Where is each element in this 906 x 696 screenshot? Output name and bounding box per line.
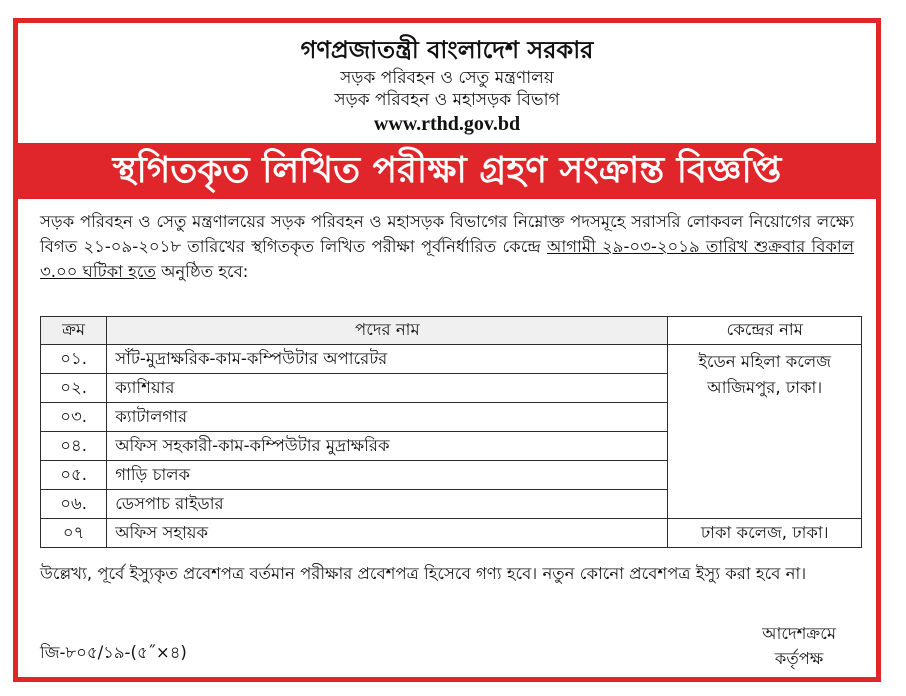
intro-paragraph bbox=[40, 209, 854, 284]
notice-title-banner bbox=[18, 143, 876, 199]
serial-cell: ০৬. bbox=[41, 490, 107, 519]
ministry-name: সড়ক পরিবহন ও সেতু মন্ত্রণালয় bbox=[340, 68, 554, 88]
admit-card-note: উল্লেখ্য, পূর্বে ইস্যুকৃত প্রবেশপত্র বর্তমান পরীক্ষার প্রবেশপত্র হিসেবে গণ্য হবে। নতুন কোনো প্রবেশপত্র ইস্যু করা হবে না। bbox=[40, 564, 807, 583]
header-center: কেন্দ্রের নাম bbox=[668, 317, 862, 345]
intro-tail: অনুষ্ঠিত হবে: bbox=[161, 262, 249, 281]
center-name-line: ইডেন মহিলা কলেজ bbox=[698, 352, 831, 371]
post-cell: গাড়ি চালক bbox=[107, 461, 668, 490]
website-link[interactable]: www.rthd.gov.bd bbox=[373, 113, 521, 135]
government-name: গণপ্রজাতন্ত্রী বাংলাদেশ সরকার bbox=[300, 36, 594, 64]
header-serial: ক্রম bbox=[41, 317, 107, 345]
post-cell: ক্যাশিয়ার bbox=[107, 374, 668, 403]
table-header-row bbox=[41, 317, 862, 345]
serial-cell: ০৪. bbox=[41, 432, 107, 461]
post-cell: ডেসপাচ রাইডার bbox=[107, 490, 668, 519]
serial-cell: ০১. bbox=[41, 345, 107, 374]
serial-cell: ০৭ bbox=[41, 519, 107, 548]
serial-cell: ০৫. bbox=[41, 461, 107, 490]
signature-order-text: আদেশক্রমে bbox=[762, 624, 836, 643]
serial-cell: ০২. bbox=[41, 374, 107, 403]
post-cell: অফিস সহকারী-কাম-কম্পিউটার মুদ্রাক্ষরিক bbox=[107, 432, 668, 461]
center-cell-dhaka-college: ঢাকা কলেজ, ঢাকা। bbox=[668, 519, 862, 548]
exam-date-text: আগামী ২৯-০৩-২০১৯ তারিখ শুক্রবার বিকাল ৩.০০ ঘটিকা হতে bbox=[40, 237, 854, 281]
division-name: সড়ক পরিবহন ও মহাসড়ক বিভাগ bbox=[334, 90, 560, 110]
signature-block bbox=[762, 621, 836, 671]
center-cell-eden bbox=[668, 345, 862, 519]
table-row bbox=[41, 345, 862, 374]
serial-cell: ০৩. bbox=[41, 403, 107, 432]
notice-header bbox=[18, 35, 876, 137]
notice-frame bbox=[13, 18, 881, 682]
posts-table bbox=[40, 316, 862, 548]
memo-number: জি-৮০৫/১৯-(৫˝×৪) bbox=[40, 643, 187, 662]
center-address-line: আজিমপুর, ঢাকা। bbox=[707, 378, 823, 397]
notice-title: স্থগিতকৃত লিখিত পরীক্ষা গ্রহণ সংক্রান্ত বিজ্ঞপ্তি bbox=[112, 150, 782, 191]
post-cell: ক্যাটালগার bbox=[107, 403, 668, 432]
signature-authority-text: কর্তৃপক্ষ bbox=[774, 649, 824, 668]
post-cell: অফিস সহায়ক bbox=[107, 519, 668, 548]
intro-text: সড়ক পরিবহন ও সেতু মন্ত্রণালয়ের সড়ক পরিবহন ও মহাসড়ক বিভাগের নিম্নোক্ত পদসমূহে সরাসরি লোকবল নিয়োগের লক্ষ্যে বিগত ২১-০৯-২০১৮ তারিখের স্থগিতকৃত লিখিত পরীক্ষা পূর্বনির্ধারিত কেন্দ্রে bbox=[40, 212, 854, 256]
table-row bbox=[41, 519, 862, 548]
post-cell: সাঁট-মুদ্রাক্ষরিক-কাম-কম্পিউটার অপারেটর bbox=[107, 345, 668, 374]
header-post: পদের নাম bbox=[107, 317, 668, 345]
